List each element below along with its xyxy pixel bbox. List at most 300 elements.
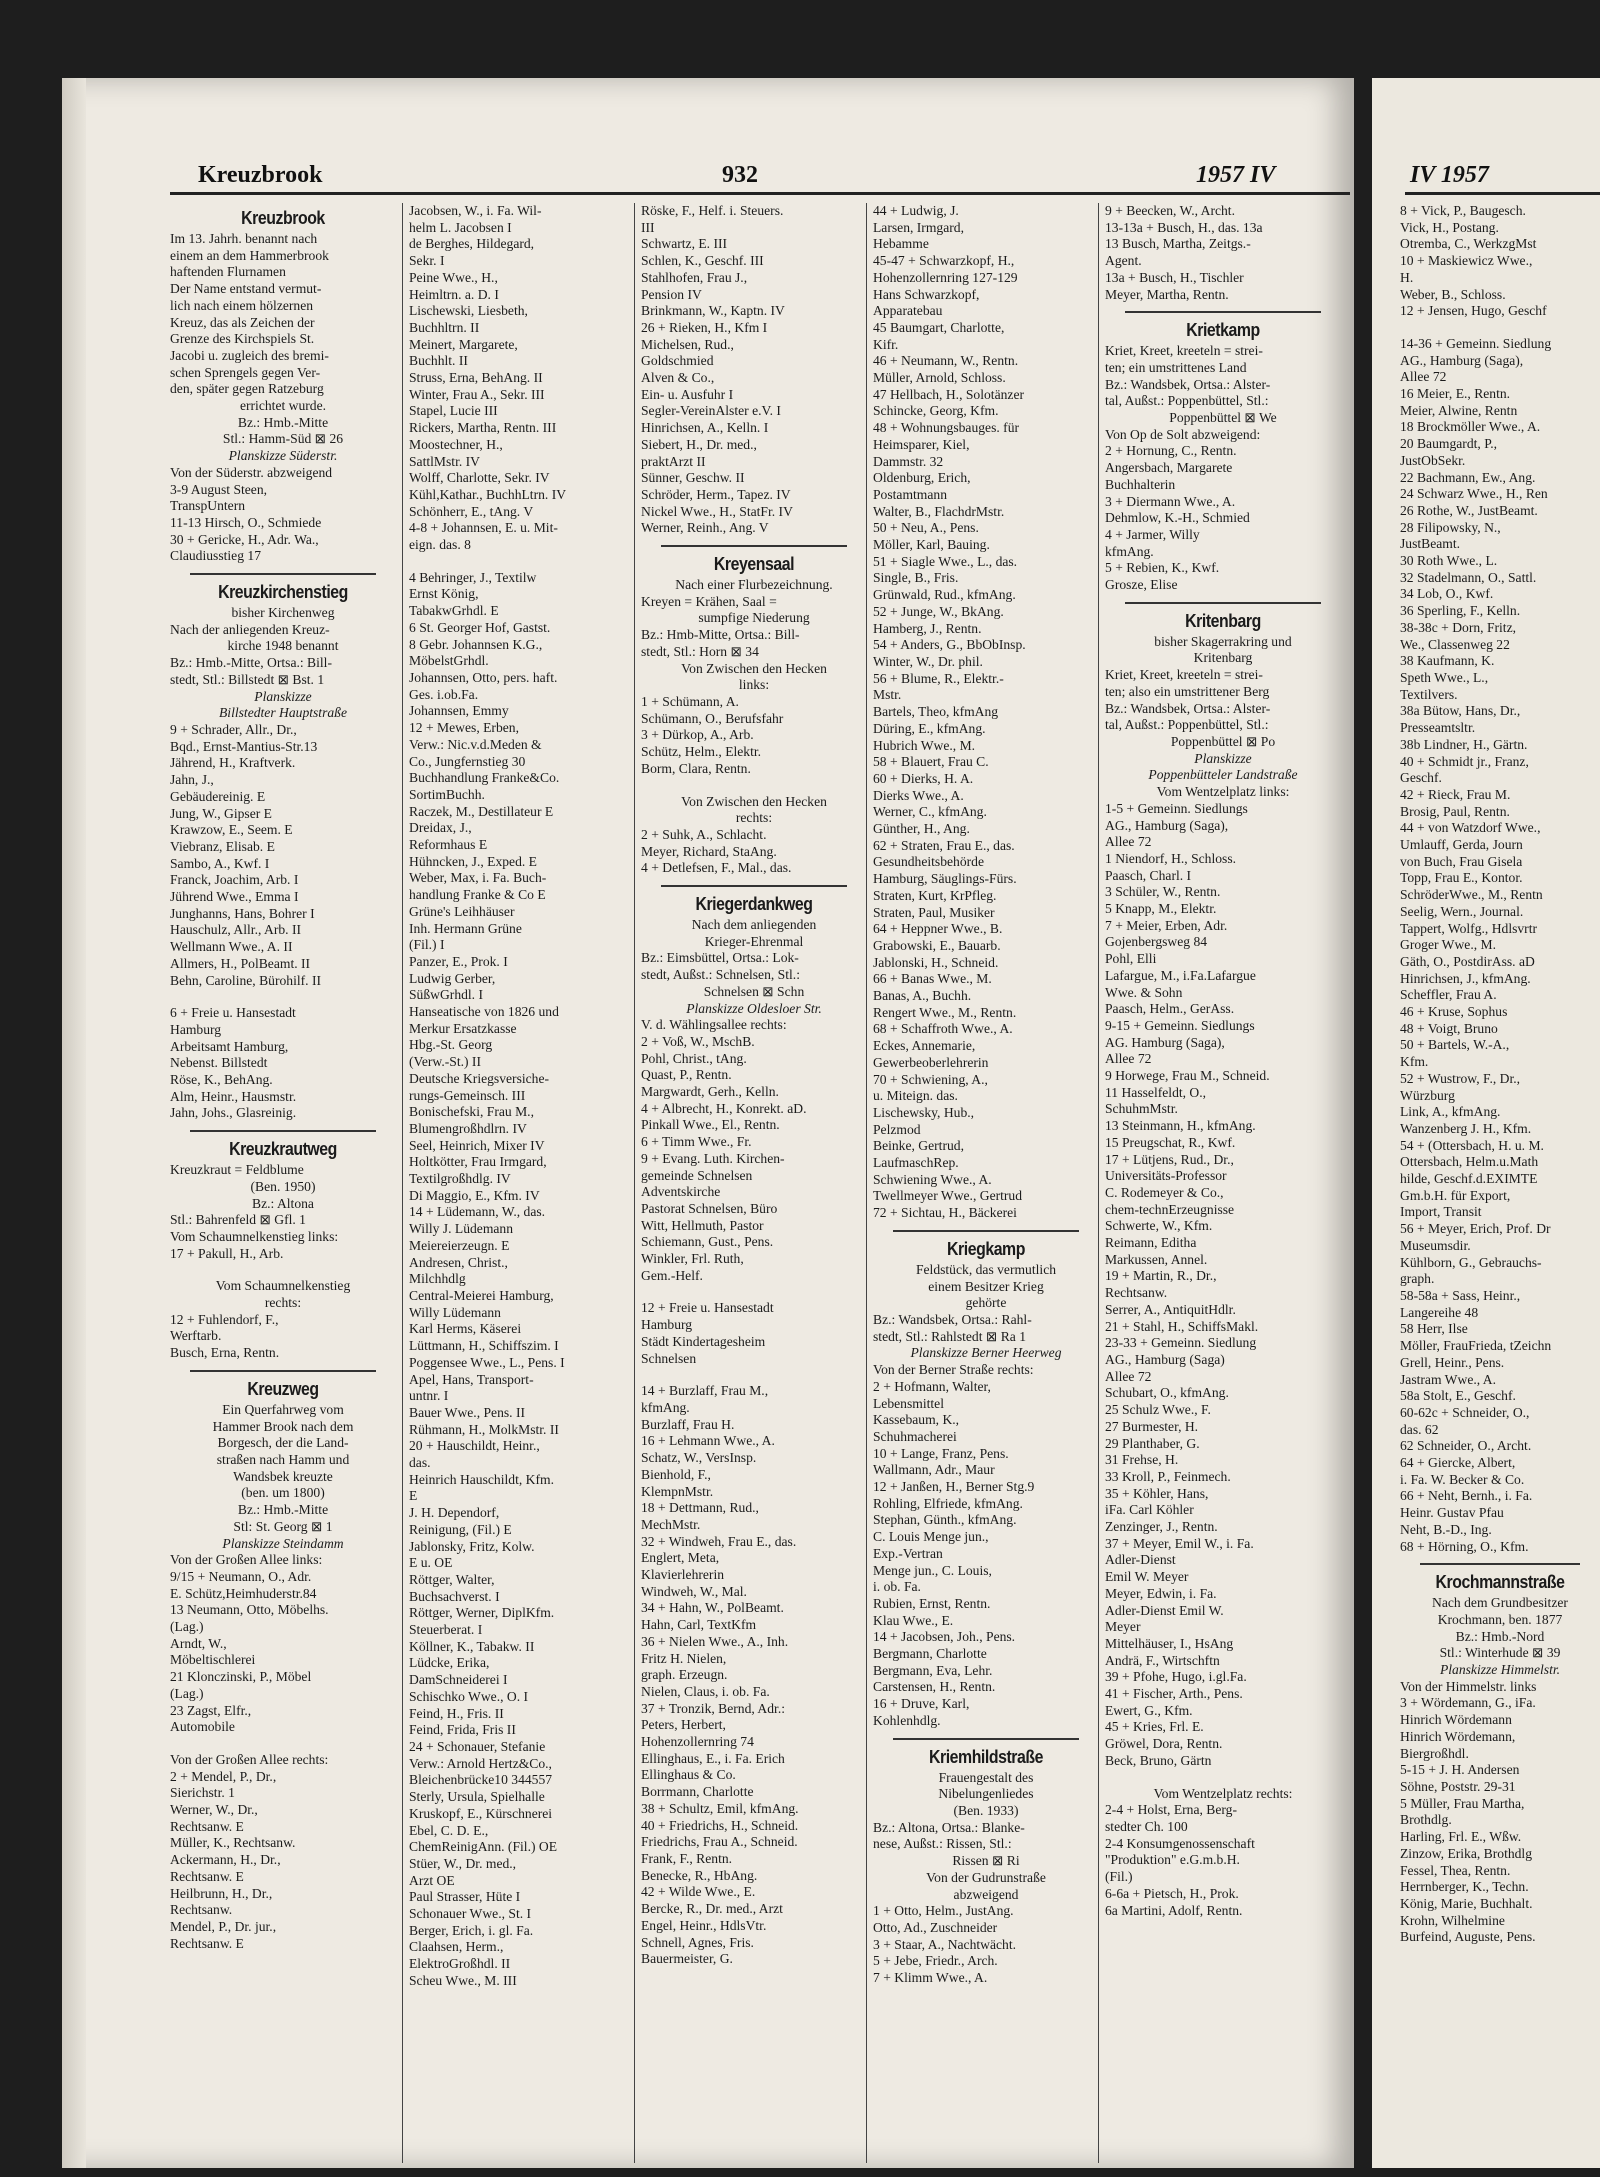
directory-entry: 58-58a + Sass, Heinr., [1400,1288,1521,1303]
directory-entry: Raczek, M., Destillateur E [409,803,554,819]
directory-entry: 19 + Martin, R., Dr., [1105,1268,1217,1284]
directory-entry: Werftarb. [170,1328,222,1344]
directory-entry: Neht, B.-D., Ing. [1400,1521,1492,1537]
directory-entry: Carstensen, H., Rentn. [873,1679,996,1695]
directory-entry: Bz.: Hmb.-Nord [1455,1628,1545,1644]
directory-entry: Engel, Heinr., HdlsVtr. [641,1917,767,1933]
directory-entry: tal, Außst.: Poppenbüttel, Stl.: [1105,393,1269,409]
directory-entry: eign. das. 8 [409,537,471,553]
section-divider [1420,1563,1580,1565]
directory-entry: 66 + Banas Wwe., M. [873,971,992,987]
directory-entry: Nach dem Grundbesitzer [1432,1595,1568,1611]
directory-entry: Englert, Meta, [641,1550,720,1566]
directory-entry: Hinrichsen, A., Kelln. I [641,420,769,436]
directory-entry: Moostechner, H., [409,436,503,452]
directory-entry: Bz.: Wandsbek, Ortsa.: Rahl- [873,1312,1032,1327]
directory-entry: Allee 72 [1105,1368,1152,1384]
directory-entry: 14 + Burzlaff, Frau M., [641,1383,769,1399]
header-rule [170,192,1350,195]
directory-entry: Krawzow, E., Seem. E [170,822,293,838]
directory-entry: Von der Großen Allee links: [170,1552,323,1568]
directory-entry: 1 + Otto, Helm., JustAng. [873,1903,1014,1919]
directory-entry: Gewerbeoberlehrerin [873,1054,989,1070]
directory-entry: Pohl, Elli [1105,951,1157,967]
directory-entry: 9 + Evang. Luth. Kirchen- [641,1150,785,1166]
directory-entry: 38a Bütow, Hans, Dr., [1400,703,1521,719]
directory-entry: 26 Rothe, W., JustBeamt. [1400,502,1538,518]
directory-entry: Jahn, J., [170,772,214,788]
directory-entry: Meyer, Edwin, i. Fa. [1105,1585,1217,1601]
running-head-street: Kreuzbrook [198,162,323,188]
directory-entry: 6 + Timm Wwe., Fr. [641,1134,752,1150]
directory-entry: E u. OE [409,1555,453,1571]
directory-entry: Paasch, Helm., GerAss. [1105,1001,1235,1017]
directory-entry: Buchhlt. II [409,353,468,369]
directory-entry: 33 Kroll, P., Feinmech. [1105,1468,1231,1484]
directory-entry: Bz.: Hmb.-Mitte [237,1502,329,1518]
column-1 [170,203,396,2163]
directory-entry: (Lag.) [170,1619,204,1635]
directory-entry: Bqd., Ernst-Mantius-Str.13 [170,738,318,754]
directory-entry: Agent. [1105,253,1142,269]
street-heading: Krochmannstraße [1435,1572,1565,1593]
directory-entry: Nebenst. Billstedt [170,1055,268,1071]
directory-entry: hilde, Geschf.d.EXIMTE [1400,1171,1538,1187]
directory-entry: SchröderWwe., M., Rentn [1400,887,1543,903]
directory-entry: Der Name entstand vermut- [170,281,322,297]
directory-entry: Heimltrn. a. D. I [409,286,499,302]
directory-entry: Junghanns, Hans, Bohrer I [170,905,315,921]
page-number: 932 [722,162,758,188]
directory-entry: 66 + Neht, Bernh., i. Fa. [1400,1488,1533,1504]
directory-entry: Herrnberger, K., Techn. [1400,1879,1529,1895]
directory-entry: Buchhalterin [1105,476,1176,492]
directory-entry: Günther, H., Ang. [873,821,970,837]
directory-entry: Apel, Hans, Transport- [409,1371,534,1387]
directory-entry: 3 + Dürkop, A., Arb. [641,727,754,743]
directory-entry: Schischko Wwe., O. I [409,1688,529,1704]
directory-entry: Brinkmann, W., Kaptn. IV [641,303,785,319]
directory-entry: Sambo, A., Kwf. I [170,855,270,871]
directory-entry: Oldenburg, Erich, [873,470,971,486]
directory-entry: Grabowski, E., Bauarb. [873,937,1001,953]
directory-entry: Franck, Joachim, Arb. I [170,872,299,888]
directory-entry: Heilbrunn, H., Dr., [170,1885,273,1901]
section-divider [661,545,847,547]
directory-entry: Bonischefski, Frau M., [409,1104,534,1120]
directory-entry: stedt, Außst.: Schnelsen, Stl.: [641,967,800,983]
directory-entry: Ewert, G., Kfm. [1105,1702,1193,1718]
directory-entry: 28 Filipowsky, N., [1400,519,1501,535]
directory-entry: Quast, P., Rentn. [641,1067,732,1083]
directory-entry: Nach einer Flurbezeichnung. [675,577,833,593]
directory-entry: Frank, F., Rentn. [641,1850,733,1866]
directory-entry: 34 Lob, O., Kwf. [1400,586,1494,602]
directory-entry: Sierichstr. 1 [170,1785,235,1801]
directory-entry: 30 Roth Wwe., L. [1400,553,1498,569]
directory-entry: Werner, W., Dr., [170,1802,258,1818]
directory-entry: rungs-Gemeinsch. III [409,1087,526,1103]
directory-entry: Hanseatische von 1826 und [409,1004,559,1020]
directory-entry: 42 + Rieck, Frau M. [1400,786,1511,802]
directory-entry: Rechtsanw. [170,1902,233,1918]
directory-entry: Paasch, Charl. I [1105,867,1192,883]
directory-entry: Kritenbarg [1193,650,1253,666]
directory-entry: Geschf. [1400,770,1442,786]
directory-entry: Kriet, Kreet, kreeteln = strei- [1105,343,1263,359]
directory-entry: Adler-Dienst Emil W. [1105,1602,1224,1618]
directory-entry: Bz.: Hmb-Mitte, Ortsa.: Bill- [641,627,800,643]
directory-entry: SchuhmMstr. [1105,1101,1178,1117]
street-heading: Kreuzkrautweg [229,1139,337,1160]
spacer [641,1284,867,1300]
directory-entry: Schiemann, Gust., Pens. [641,1234,774,1250]
directory-entry: 14 + Jacobsen, Joh., Pens. [873,1629,1016,1645]
directory-entry: abzweigend [953,1886,1019,1902]
directory-entry: Weber, B., Schloss. [1400,286,1506,302]
directory-entry: Poppenbütteler Landstraße [1148,767,1298,783]
section-divider [893,1230,1079,1232]
directory-entry: Ellinghaus, E., i. Fa. Erich [641,1750,785,1766]
directory-entry: Wallmann, Adr., Maur [873,1462,995,1478]
directory-entry: Stüer, W., Dr. med., [409,1855,517,1871]
directory-entry: Rechtsanw. [1105,1285,1168,1301]
directory-entry: Möbeltischlerei [170,1652,256,1668]
directory-entry: graph. Erzeugn. [641,1667,728,1683]
directory-entry: Jacobi u. zugleich des bremi- [170,347,329,363]
spacer [1400,320,1600,336]
directory-entry: 48 + Wohnungsbauges. für [873,420,1020,436]
directory-entry: 12 + Janßen, H., Berner Stg.9 [873,1479,1035,1495]
directory-entry: 13-13a + Busch, H., das. 13a [1105,219,1263,235]
directory-entry: Willy Lüdemann [409,1304,501,1320]
directory-entry: Stahlhofen, Frau J., [641,269,748,285]
directory-entry: Kreuz, das als Zeichen der [170,314,315,330]
directory-entry: Von Zwischen den Hecken [681,660,827,676]
directory-entry: 12 + Mewes, Erben, [409,720,519,736]
directory-entry: Gojenbergsweg 84 [1105,934,1208,950]
section-divider [190,573,376,575]
directory-entry: Winkler, Frl. Ruth, [641,1251,744,1267]
directory-entry: 62 Schneider, O., Archt. [1400,1438,1532,1454]
directory-entry: Kohlenhdlg. [873,1712,941,1728]
directory-entry: Mittelhäuser, I., HsAng [1105,1635,1234,1651]
directory-entry: Borrmann, Charlotte [641,1784,754,1800]
directory-entry: 16 Meier, E., Rentn. [1400,386,1511,402]
directory-entry: Arndt, W., [170,1635,227,1651]
directory-entry: Heinr. Gustav Pfau [1400,1505,1504,1521]
directory-entry: Vom Schaumnelkenstieg [215,1278,351,1294]
directory-entry: 20 Baumgardt, P., [1400,436,1498,452]
directory-entry: Röttger, Walter, [409,1571,495,1587]
directory-entry: Windweh, W., Mal. [641,1583,747,1599]
directory-entry: u. Miteign. das. [873,1088,958,1104]
directory-entry: Hohenzollernring 127-129 [873,269,1018,285]
directory-entry: Witt, Hellmuth, Pastor [641,1217,764,1233]
street-heading: Kritenbarg [1185,610,1261,631]
directory-entry: Ernst König, [409,586,479,602]
spacer [641,1367,867,1383]
directory-entry: Kreyen = Krähen, Saal = [641,593,777,609]
directory-entry: 7 + Meier, Erben, Adr. [1105,917,1228,933]
directory-entry: kirche 1948 benannt [227,638,339,654]
section-divider [661,885,847,887]
street-heading: Kriemhildstraße [928,1746,1043,1767]
directory-entry: Klau Wwe., E. [873,1612,954,1628]
directory-entry: 41 + Fischer, Arth., Pens. [1105,1686,1243,1702]
directory-entry: Schümann, O., Berufsfahr [641,710,784,726]
directory-entry: 45 + Kries, Frl. E. [1105,1719,1204,1735]
directory-entry: Inh. Hermann Grüne [409,920,522,936]
directory-entry: 3-9 August Steen, [170,481,268,497]
directory-entry: Grenze des Kirchspiels St. [170,331,315,347]
directory-entry: 32 Stadelmann, O., Sattl. [1400,569,1537,585]
directory-entry: Gäth, O., PostdirAss. aD [1400,953,1535,969]
directory-entry: Bz.: Hmb.-Mitte [237,414,329,430]
directory-entry: 42 + Wilde Wwe., E. [641,1884,756,1900]
directory-entry: Verw.: Nic.v.d.Meden & [409,736,542,752]
directory-entry: haftenden Flurnamen [170,264,286,280]
directory-entry: Bercke, R., Dr. med., Arzt [641,1901,783,1917]
directory-entry: Umlauff, Gerda, Journ [1400,837,1523,853]
directory-entry: Benecke, R., HbAng. [641,1867,758,1883]
directory-entry: AG. Hamburg (Saga), [1105,1034,1225,1050]
directory-entry: Köllner, K., Tabakw. II [409,1638,535,1654]
directory-entry: 2 + Suhk, A., Schlacht. [641,826,767,842]
directory-entry: Hahn, Carl, TextKfm [641,1617,757,1633]
column-4 [866,203,1099,2163]
column-5 [1098,203,1341,2163]
directory-entry: Wandsbek kreuzte [233,1468,333,1484]
directory-entry: Allee 72 [1400,369,1447,385]
directory-entry: Von der Berner Straße rechts: [873,1362,1034,1378]
directory-entry: nese, Außst.: Rissen, Stl.: [873,1836,1012,1852]
spacer [641,778,867,794]
directory-entry: Allmers, H., PolBeamt. II [170,955,311,971]
directory-entry: Rickers, Martha, Rentn. III [409,420,557,436]
directory-entry: Dreidax, J., [409,820,472,836]
directory-entry: Schatz, W., VersInsp. [641,1450,757,1466]
directory-entry: 60-62c + Schneider, O., [1400,1404,1530,1420]
directory-entry: 14 + Lüdemann, W., das. [409,1204,546,1220]
directory-entry: 16 + Druve, Karl, [873,1696,970,1712]
directory-entry: 13 Steinmann, H., kfmAng. [1105,1118,1256,1134]
directory-entry: Poppenbüttel ⊠ We [1169,410,1277,426]
directory-entry: Topp, Frau E., Kontor. [1400,870,1523,886]
directory-entry: 14-36 + Gemeinn. Siedlung [1400,335,1552,351]
directory-entry: Bartels, Theo, kfmAng [873,704,999,720]
directory-entry: Planskizze Oldesloer Str. [686,1000,822,1016]
directory-entry: Karl Herms, Käserei [409,1321,522,1337]
directory-entry: Bz.: Wandsbek, Ortsa.: Alster- [1105,376,1271,392]
directory-entry: Andrä, F., Wirtschftn [1105,1652,1220,1668]
directory-entry: Jastram Wwe., A. [1400,1371,1497,1387]
directory-entry: 1-5 + Gemeinn. Siedlungs [1105,800,1248,816]
directory-entry: Holtkötter, Frau Irmgard, [409,1154,547,1170]
directory-entry: Angersbach, Margarete [1105,460,1233,476]
directory-entry: Apparatebau [873,303,943,319]
directory-entry: Goldschmied [641,353,714,369]
directory-entry: 36 Sperling, F., Kelln. [1400,603,1521,619]
directory-entry: schen Sprengels gegen Ver- [170,364,321,380]
directory-entry: Rechtsanw. E [170,1868,244,1884]
directory-entry: ElektroGroßhdl. II [409,1956,511,1972]
directory-entry: 1 Niendorf, H., Schloss. [1105,850,1237,866]
spacer [409,554,635,570]
directory-entry: 40 + Friedrichs, H., Schneid. [641,1817,799,1833]
directory-entry: 68 + Hörning, O., Kfm. [1400,1538,1529,1554]
directory-entry: 44 + Ludwig, J. [873,203,959,218]
directory-entry: 52 + Wustrow, F., Dr., [1400,1070,1521,1086]
section-divider [1125,311,1321,313]
directory-entry: Grüne's Leihhäuser [409,903,515,919]
directory-entry: 2-4 + Holst, Erna, Berg- [1105,1802,1238,1818]
directory-entry: 50 + Bartels, W.-A., [1400,1037,1510,1053]
directory-entry: Werner, C., kfmAng. [873,804,987,820]
directory-entry: Bz.: Eimsbüttel, Ortsa.: Lok- [641,950,799,966]
directory-entry: Nickel Wwe., H., StatFr. IV [641,503,793,519]
directory-entry: Burfeind, Auguste, Pens. [1400,1929,1536,1945]
directory-entry: Beck, Bruno, Gärtn [1105,1752,1212,1768]
directory-entry: Bz.: Altona, Ortsa.: Blanke- [873,1819,1025,1835]
directory-entry: Walter, B., FlachdrMstr. [873,503,1005,519]
directory-entry: Postamtmann [873,486,948,502]
directory-entry: 5 Knapp, M., Elektr. [1105,901,1217,917]
directory-entry: 12 + Fuhlendorf, F., [170,1311,279,1327]
directory-entry: Feldstück, das vermutlich [915,1261,1057,1277]
directory-entry: Jablonsky, Fritz, Kolw. [409,1538,535,1554]
directory-entry: Jahn, Johs., Glasreinig. [170,1105,297,1121]
directory-entry: Schröder, Herm., Tapez. IV [641,486,791,502]
directory-entry: (ben. um 1800) [241,1485,325,1501]
directory-entry: Willy J. Lüdemann [409,1221,514,1237]
directory-entry: Röske, F., Helf. i. Steuers. [641,203,784,218]
directory-entry: Stl.: Winterhude ⊠ 39 [1439,1645,1561,1661]
spacer [1105,1770,1341,1786]
directory-entry: Hamberg, J., Rentn. [873,620,982,636]
directory-entry: Müller, K., Rechtsanw. [170,1835,296,1851]
directory-entry: 32 + Windweh, Frau E., das. [641,1533,797,1549]
directory-entry: 44 + von Watzdorf Wwe., [1400,820,1541,836]
directory-entry: Rechtsanw. E [170,1935,244,1951]
directory-entry: DamSchneiderei I [409,1672,508,1688]
directory-entry: Schnelsen ⊠ Schn [703,983,805,999]
directory-entry: von Buch, Frau Gisela [1400,853,1523,869]
directory-entry: das. [409,1455,431,1471]
street-heading: Kreuzkirchenstieg [218,582,348,603]
directory-entry: Hohenzollernring 74 [641,1734,754,1750]
directory-entry: Nibelungenliedes [938,1786,1034,1802]
directory-entry: 4 Behringer, J., Textilw [409,569,537,585]
directory-entry: Pelzmod [873,1121,921,1137]
directory-entry: 54 + Anders, G., BbObInsp. [873,637,1026,653]
street-heading: Kriegkamp [947,1238,1025,1259]
directory-entry: Automobile [170,1719,235,1735]
directory-entry: 68 + Schaffroth Wwe., A. [873,1021,1013,1037]
directory-entry: 4 + Jarmer, Willy [1105,526,1200,542]
directory-entry: (Ben. 1933) [953,1802,1019,1818]
directory-entry: Single, B., Fris. [873,570,959,586]
directory-entry: 38b Lindner, H., Gärtn. [1400,736,1528,752]
directory-entry: einem Besitzer Krieg [928,1278,1044,1294]
directory-entry: 3 + Wördemann, G., iFa. [1400,1695,1536,1711]
directory-entry: i. ob. Fa. [873,1579,921,1595]
directory-entry: 50 + Neu, A., Pens. [873,520,979,536]
directory-entry: 45-47 + Schwarzkopf, H., [873,253,1015,269]
directory-entry: das. 62 [1400,1421,1439,1437]
directory-entry: 39 + Pfohe, Hugo, i.gl.Fa. [1105,1669,1247,1685]
directory-entry: 38 + Schultz, Emil, kfmAng. [641,1800,799,1816]
directory-entry: errichtet wurde. [239,398,327,414]
directory-entry: Nielen, Claus, i. ob. Fa. [641,1683,770,1699]
directory-entry: 17 + Lütjens, Rud., Dr., [1105,1151,1234,1167]
directory-entry: 24 Schwarz Wwe., H., Ren [1400,486,1548,502]
directory-entry: "Produktion" e.G.m.b.H. [1105,1852,1240,1868]
directory-entry: Frauengestalt des [938,1769,1034,1785]
directory-entry: 56 + Meyer, Erich, Prof. Dr [1400,1221,1551,1237]
directory-entry: kfmAng. [1105,543,1154,559]
street-heading: Kriegerdankweg [695,894,813,915]
street-heading: Krietkamp [1186,320,1260,341]
directory-entry: Meinert, Margarete, [409,336,518,352]
directory-entry: Borm, Clara, Rentn. [641,760,751,776]
directory-entry: Merkur Ersatzkasse [409,1020,517,1036]
directory-entry: Buchhltrn. II [409,319,480,335]
directory-entry: (Ben. 1950) [250,1178,316,1194]
directory-entry: Markussen, Annel. [1105,1251,1208,1267]
directory-entry: Peters, Herbert, [641,1717,726,1733]
directory-entry: 36 + Nielen Wwe., A., Inh. [641,1633,789,1649]
directory-entry: Serrer, A., AntiquitHdlr. [1105,1301,1236,1317]
directory-entry: Burzlaff, Frau H. [641,1416,735,1432]
directory-entry: Textilgroßhdlg. IV [409,1171,511,1187]
directory-entry: Universitäts-Professor [1105,1168,1227,1184]
directory-entry: Hühncken, J., Exped. E [409,853,537,869]
directory-entry: Grünwald, Rud., kfmAng. [873,587,1016,603]
directory-entry: Planskizze Süderstr. [228,448,338,464]
directory-entry: Harling, Frl. E., Wßw. [1400,1829,1522,1845]
directory-entry: Von der Süderstr. abzweigend [170,464,333,480]
directory-entry: Reimann, Editha [1105,1235,1197,1251]
directory-entry: 16 + Lehmann Wwe., A. [641,1433,775,1449]
directory-entry: Planskizze Himmelstr. [1439,1662,1561,1678]
directory-entry: 4 + Albrecht, H., Konrekt. aD. [641,1100,807,1116]
directory-entry: H. [1400,269,1414,285]
directory-entry: 9 Horwege, Frau M., Schneid. [1105,1068,1270,1084]
directory-entry: 46 + Neumann, W., Rentn. [873,353,1019,369]
directory-entry: Bz.: Wandsbek, Ortsa.: Alster- [1105,700,1271,716]
directory-entry: Bergmann, Eva, Lehr. [873,1662,993,1678]
directory-entry: Alven & Co., [641,370,715,386]
directory-entry: Rissen ⊠ Ri [952,1853,1020,1869]
directory-entry: Gm.b.H. für Export, [1400,1187,1511,1203]
directory-entry: Johannsen, Emmy [409,703,509,719]
directory-entry: Zinzow, Erika, Brothdlg [1400,1845,1533,1861]
directory-entry: Kriet, Kreet, kreeteln = strei- [1105,667,1263,683]
directory-entry: Wanzenberg J. H., Kfm. [1400,1120,1532,1136]
directory-entry: (Fil.) I [409,937,445,953]
directory-entry: Sterly, Ursula, Spielhalle [409,1789,545,1805]
directory-entry: ChemReinigAnn. (Fil.) OE [409,1839,558,1855]
directory-entry: 9 + Schrader, Allr., Dr., [170,721,297,737]
directory-entry: Alm, Heinr., Hausmstr. [170,1088,297,1104]
directory-entry: Sekr. I [409,253,445,269]
directory-entry: Siebert, H., Dr. med., [641,436,757,452]
directory-entry: 5 + Jebe, Friedr., Arch. [873,1953,998,1969]
directory-entry: V. d. Wählingsallee rechts: [641,1017,787,1033]
directory-entry: 27 Burmester, H. [1105,1418,1199,1434]
directory-entry: 13a + Busch, H., Tischler [1105,269,1244,285]
